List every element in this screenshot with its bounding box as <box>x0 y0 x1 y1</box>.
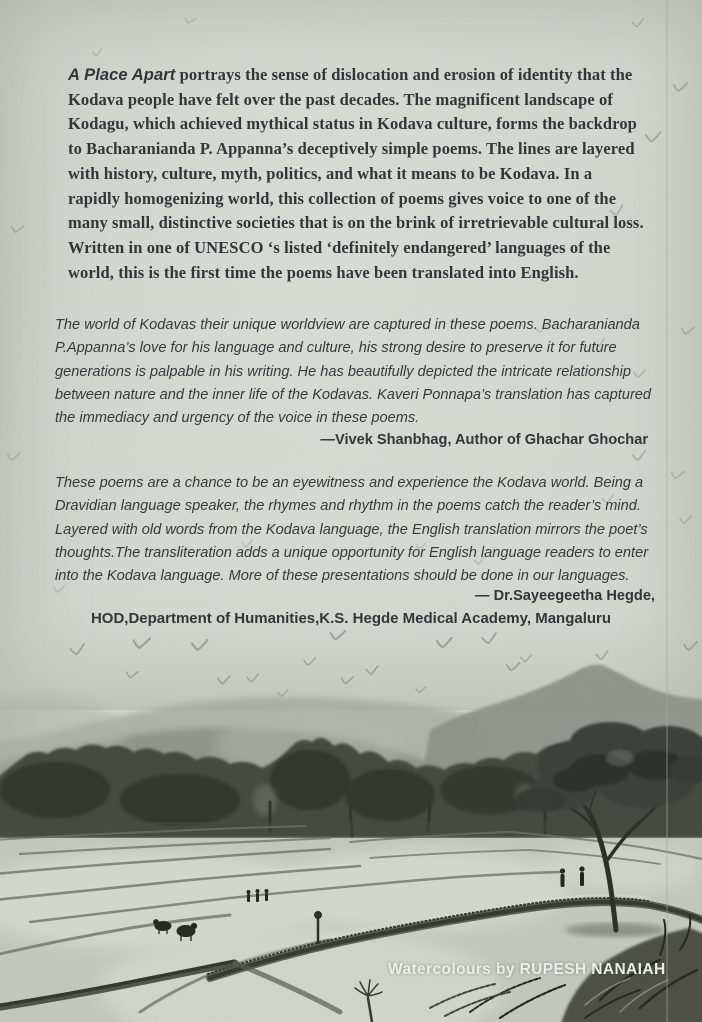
endorsement-attribution-2-name: — Dr.Sayeegeetha Hegde, <box>474 588 655 604</box>
synopsis-text: portrays the sense of dislocation and erosion of identity that the Kodava people have felt over the past decades. The magnificent landscape of Kodagu, which achieved mythical status in Kodava culture, forms the backdrop to Bacharanianda P. Appanna’s deceptively simple poems. The lines are layered with history, culture, myth, politics, and what it means to be Kodava. In a rapidly homogenizing world, this collection of poems gives voice to one of the many small, distinctive societies that is on the brink of irretrievable cultural loss. Written in one of UNESCO ‘s listed ‘definitely endangered’ languages of the world, this is the first time the poems have been translated into English. <box>68 65 644 282</box>
watercolour-credit: Watercolours by RUPESH NANAIAH <box>388 961 666 978</box>
book-title: A Place Apart <box>68 66 176 84</box>
synopsis-paragraph <box>68 63 648 285</box>
endorsement-quote-1: The world of Kodavas their unique worldview are captured in these poems. Bacharanianda P.Appanna’s love for his language and culture, his strong desire to preserve it for future generations is palpable in his writing. He has beautifully depicted the intricate relationship between nature and the inner life of the Kodavas. Kaveri Ponnapa’s translation has captured the immediacy and urgency of the voice in these poems. <box>55 317 652 427</box>
endorsement-attribution-1: —Vivek Shanbhag, Author of Ghachar Ghochar <box>320 432 648 448</box>
endorsement-attribution-2-title: HOD,Department of Humanities,K.S. Hegde Medical Academy, Mangaluru <box>90 610 612 627</box>
endorsement-quote-2: These poems are a chance to be an eyewitness and experience the Kodava world. Being a Dravidian language speaker, the rhymes and rhythm in the poems catch the reader’s mind. Layered with old words from the Kodava language, the English translation mirrors the poet’s thoughts.The transliteration adds a unique opportunity for English language readers to enter into the Kodava language. More of these presentations should be done in our languages. <box>55 475 649 585</box>
